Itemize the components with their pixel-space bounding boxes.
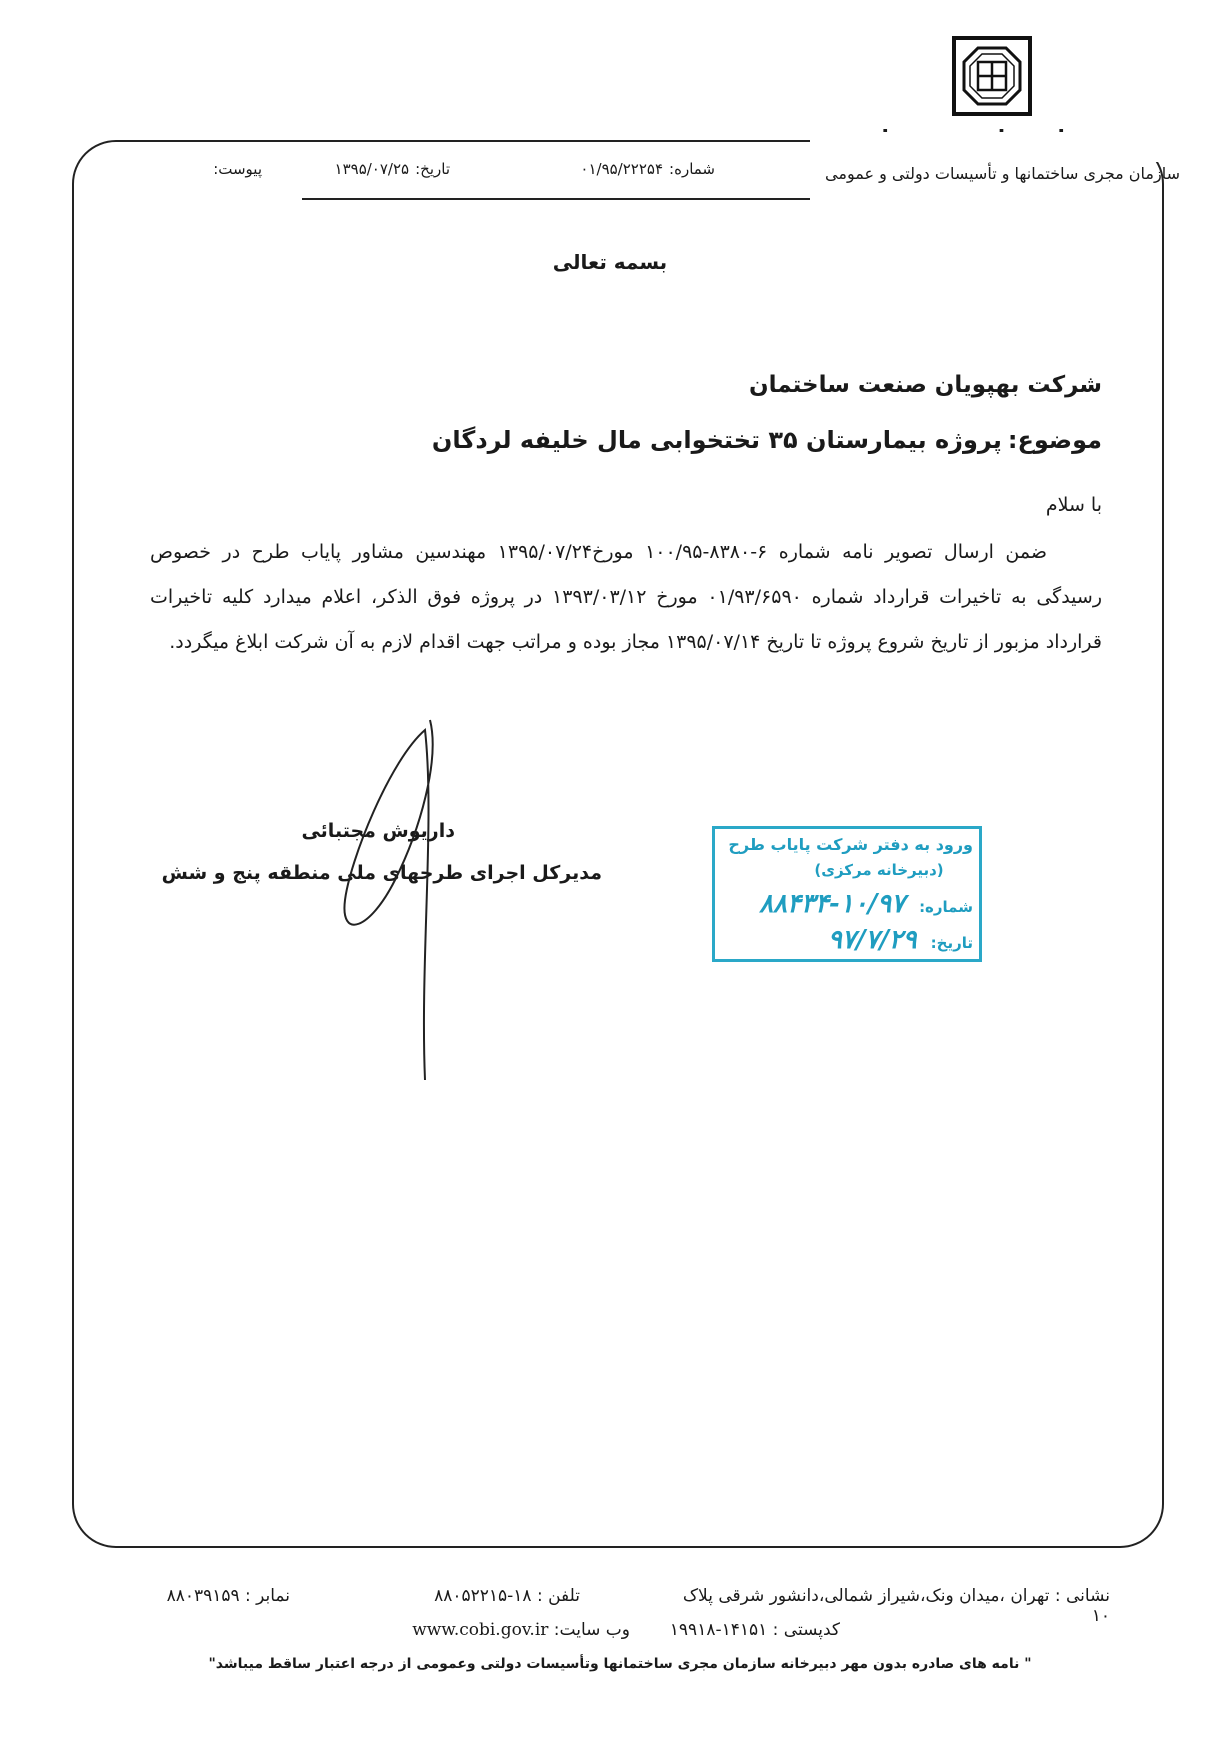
recipient: شرکت بهپویان صنعت ساختمان <box>748 372 1102 398</box>
letter-body: ضمن ارسال تصویر نامه شماره ۶-۸۳۸۰-۱۰۰/۹۵ مورخ۱۳۹۵/۰۷/۲۴ مهندسین مشاور پایاب طرح در خصوص رسیدگی به تاخیرات قرارداد شماره ۰۱/۹۳/۶۵۹۰ مورخ ۱۳۹۳/۰۳/۱۲ در پروژه فوق الذکر، اعلام میدارد کلیه تاخیرات قرارداد مزبور از تاریخ شروع پروژه تا تاریخ ۱۳۹۵/۰۷/۱۴ مجاز بوده و مراتب جهت اقدام لازم به آن شرکت ابلاغ میگردد. <box>150 541 1103 653</box>
number-label: شماره: <box>669 160 715 178</box>
basmala: بسمه تعالی <box>552 250 668 274</box>
website-link[interactable]: www.cobi.gov.ir <box>412 1620 549 1640</box>
stamp-date-label: تاریخ: <box>930 934 973 952</box>
signer-title: مدیرکل اجرای طرحهای ملی منطقه پنج و شش <box>161 862 602 884</box>
stamp-date-value: ۹۷/۷/۲۹ <box>827 925 917 955</box>
organization-name: سازمان مجری ساختمانها و تأسیسات دولتی و عمومی <box>825 164 1180 183</box>
stamp-title: ورود به دفتر شرکت پایاب طرح <box>728 835 973 854</box>
subject-line <box>420 426 1102 454</box>
header-meta-line <box>302 198 810 200</box>
ministry-logo <box>952 36 1032 116</box>
receipt-stamp <box>712 826 982 962</box>
stamp-number-label: شماره: <box>919 898 973 916</box>
footer-fax: نمابر : ۸۸۰۳۹۱۵۹ <box>166 1586 290 1606</box>
signer-name: داریوش مجتبائی <box>301 820 455 842</box>
stamp-number <box>717 889 973 919</box>
logo-emblem-icon <box>956 40 1028 112</box>
subject-text: پروژه بیمارستان ۳۵ تختخوابی مال خلیفه لردگان <box>431 426 1002 454</box>
stamp-number-value: ۱۰/۹۷-۸۸۴۳۴ <box>759 889 906 919</box>
letter-frame <box>72 140 1164 1548</box>
stamp-date <box>717 925 973 955</box>
stamp-subtitle: (دبیرخانه مرکزی) <box>814 861 944 879</box>
footer-address: نشانی : تهران ،میدان ونک،شیراز شمالی،دانشور شرقی پلاک ۱۰ <box>682 1586 1110 1626</box>
letter-number <box>545 160 715 178</box>
date-value: ۱۳۹۵/۰۷/۲۵ <box>334 160 410 178</box>
header-top-line <box>150 140 810 142</box>
handwritten-signature <box>300 700 480 1100</box>
subject-label: موضوع: <box>1007 426 1102 454</box>
date-label: تاریخ: <box>415 160 450 178</box>
attachment-label: پیوست: <box>213 160 262 178</box>
footer-phone: تلفن : ۱۸-۸۸۰۵۲۲۱۵ <box>434 1586 580 1606</box>
website-label: وب سایت: <box>553 1620 630 1640</box>
number-value: ۰۱/۹۵/۲۲۲۵۴ <box>580 160 664 178</box>
footer-website <box>400 1620 630 1640</box>
letter-date <box>300 160 450 178</box>
footer-note: " نامه های صادره بدون مهر دبیرخانه سازمان مجری ساختمانها وتأسیسات دولتی وعمومی از درجه اعتبار ساقط میباشد" <box>208 1656 1032 1672</box>
footer-postal-code: کدپستی : ۱۴۱۵۱-۱۹۹۱۸ <box>669 1620 840 1640</box>
frame-gap <box>810 132 1190 162</box>
greeting: با سلام <box>1045 494 1102 516</box>
